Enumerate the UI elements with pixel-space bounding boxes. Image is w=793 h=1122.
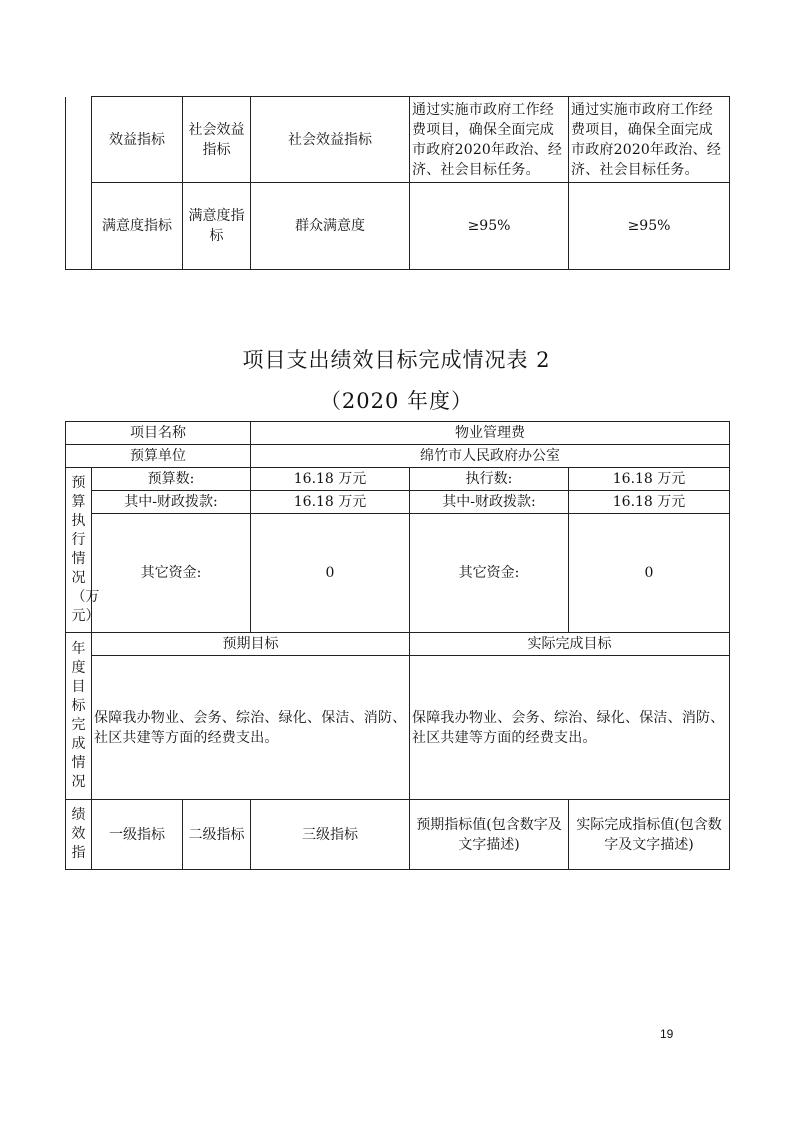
performance-table — [65, 421, 730, 870]
level1-cell — [66, 97, 92, 270]
perf-label-cell — [66, 800, 92, 870]
table-row — [66, 514, 730, 633]
fiscal-budget-value: 16.18 万元 — [251, 491, 410, 514]
page-number: 19 — [660, 1027, 674, 1041]
table-row — [66, 97, 730, 183]
other-exec-label: 其它资金: — [410, 514, 569, 633]
table-row — [66, 800, 730, 870]
table-row — [66, 445, 730, 468]
annual-goal-label-cell — [66, 633, 92, 800]
expected-value-cell: ≥95% — [410, 183, 569, 270]
level3-cell: 满意度指标 — [183, 183, 251, 270]
page-title: 项目支出绩效目标完成情况表 2 — [242, 348, 551, 372]
exec-amount-value: 16.18 万元 — [569, 468, 730, 491]
level2-cell: 满意度指标 — [92, 183, 183, 270]
project-name-value: 物业管理费 — [251, 422, 730, 445]
level4-cell: 社会效益指标 — [251, 97, 410, 183]
project-name-label: 项目名称 — [66, 422, 251, 445]
expected-value-header: 预期指标值(包含数字及文字描述) — [410, 800, 569, 870]
table-row — [66, 656, 730, 800]
annual-goal-label: 年度目标完成情况 — [71, 641, 86, 790]
actual-value-cell: 通过实施市政府工作经费项目，确保全面完成市政府2020年政治、经济、社会目标任务。 — [569, 97, 730, 183]
actual-goal-header: 实际完成目标 — [410, 633, 730, 656]
level2-cell: 效益指标 — [92, 97, 183, 183]
other-budget-value: 0 — [251, 514, 410, 633]
actual-value-cell: ≥95% — [569, 183, 730, 270]
level1-header: 一级指标 — [92, 800, 183, 870]
budget-unit-value: 绵竹市人民政府办公室 — [251, 445, 730, 468]
budget-exec-label-cell — [66, 468, 100, 633]
table-row — [66, 183, 730, 270]
expected-goal-text: 保障我办物业、会务、综治、绿化、保洁、消防、社区共建等方面的经费支出。 — [92, 656, 410, 800]
level4-cell: 群众满意度 — [251, 183, 410, 270]
expected-value-cell: 通过实施市政府工作经费项目，确保全面完成市政府2020年政治、经济、社会目标任务。 — [410, 97, 569, 183]
budget-amount-value: 16.18 万元 — [251, 468, 410, 491]
table-row — [66, 633, 730, 656]
actual-goal-text: 保障我办物业、会务、综治、绿化、保洁、消防、社区共建等方面的经费支出。 — [410, 656, 730, 800]
level3-cell: 社会效益指标 — [183, 97, 251, 183]
indicator-continuation-table — [65, 96, 730, 270]
expected-goal-header: 预期目标 — [92, 633, 410, 656]
budget-unit-label: 预算单位 — [66, 445, 251, 468]
fiscal-exec-value: 16.18 万元 — [569, 491, 730, 514]
fiscal-exec-label: 其中-财政拨款: — [410, 491, 569, 514]
budget-amount-label: 预算数: — [92, 468, 251, 491]
fiscal-budget-label: 其中-财政拨款: — [92, 491, 251, 514]
actual-value-header: 实际完成指标值(包含数字及文字描述) — [569, 800, 730, 870]
other-budget-label: 其它资金: — [92, 514, 251, 633]
perf-label: 绩效指 — [71, 807, 86, 861]
other-exec-value: 0 — [569, 514, 730, 633]
table-row — [66, 491, 730, 514]
level3-header: 三级指标 — [251, 800, 410, 870]
budget-exec-label: 预算执行情况（万元） — [71, 475, 100, 624]
page-subtitle: （2020 年度） — [319, 389, 474, 413]
table-row — [66, 422, 730, 445]
table-row — [66, 468, 730, 491]
exec-amount-label: 执行数: — [410, 468, 569, 491]
level2-header: 二级指标 — [183, 800, 251, 870]
